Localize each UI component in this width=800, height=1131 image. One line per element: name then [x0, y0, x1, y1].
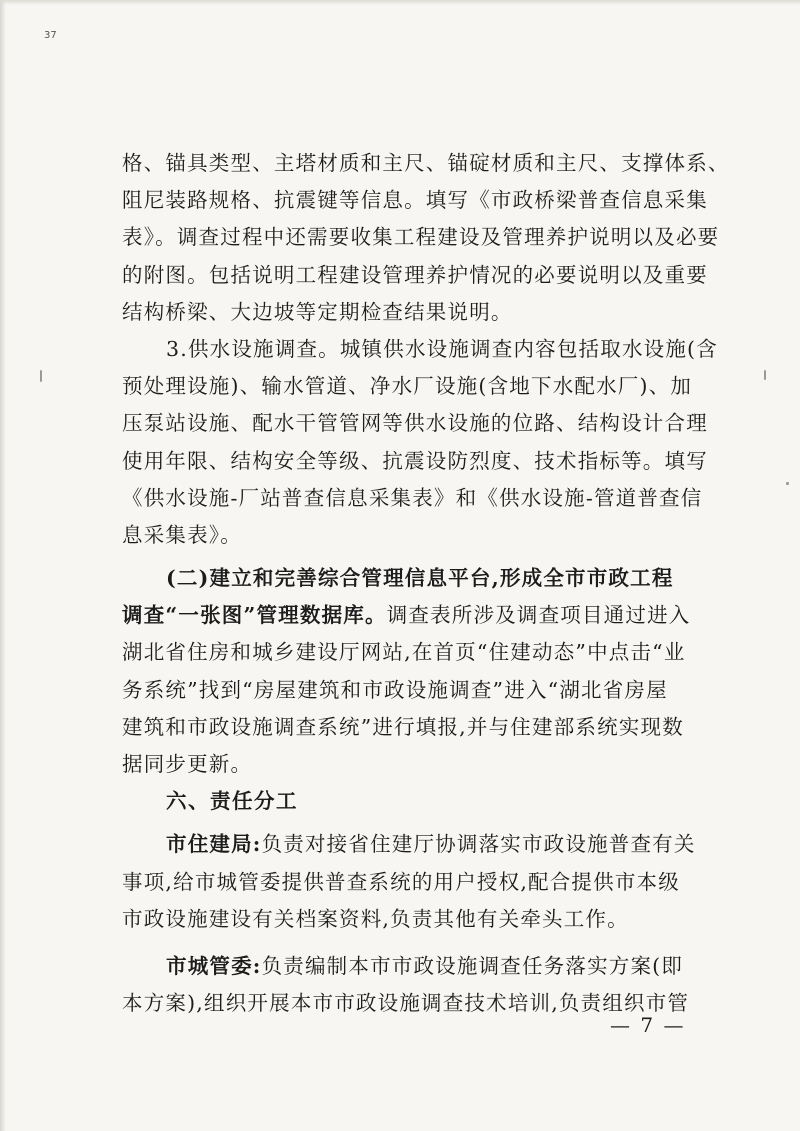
- bold-lead: 调查“一张图”管理数据库。: [122, 603, 387, 628]
- text-line: 3.供水设施调查。城镇供水设施调查内容包括取水设施(含: [166, 336, 718, 361]
- bold-lead: 市城管委:: [166, 953, 262, 978]
- text-line: 湖北省住房和城乡建设厅网站,在首页“住建动态”中点击“业: [122, 640, 686, 665]
- text-line: 压泵站设施、配水干管管网等供水设施的位路、结构设计合理: [122, 411, 708, 436]
- text-line: 事项,给市城管委提供普查系统的用户授权,配合提供市本级: [122, 869, 680, 894]
- text-line: 息采集表》。: [122, 522, 242, 547]
- text-line: [122, 597, 694, 634]
- paragraph-platform: [122, 560, 694, 783]
- text-line: 的附图。包括说明工程建设管理养护情况的必要说明以及重要: [122, 262, 708, 287]
- text-line: 表》。调查过程中还需要收集工程建设及管理养护说明以及必要: [122, 225, 720, 250]
- text-line: 市政设施建设有关档案资料,负责其他有关牵头工作。: [122, 906, 629, 931]
- scan-edge-left: [0, 0, 6, 1131]
- text-line: 本方案),组织开展本市市政设施调查技术培训,负责组织市管: [122, 991, 690, 1016]
- text-line: 预处理设施)、输水管道、净水厂设施(含地下水配水厂)、加: [122, 374, 693, 399]
- text-line: 《供水设施-厂站普查信息采集表》和《供水设施-管道普查信: [122, 485, 703, 510]
- text-line: 务系统”找到“房屋建筑和市政设施调查”进入“湖北省房屋: [122, 677, 668, 702]
- text-run: 负责编制本市市政设施调查任务落实方案(即: [261, 953, 684, 978]
- text-line: 格、锚具类型、主塔材质和主尺、锚碇材质和主尺、支撑体系、: [122, 151, 730, 175]
- text-run: 调查表所涉及调查项目通过进入: [386, 603, 691, 628]
- paragraph-bridge-info: [122, 145, 730, 331]
- section-heading: 六、责任分工: [166, 789, 298, 814]
- text-line: 据同步更新。: [122, 752, 253, 776]
- scan-edge-top: [0, 0, 800, 5]
- text-line: 使用年限、结构安全等级、抗震设防烈度、技术指标等。填写: [122, 448, 708, 473]
- body-text: [122, 145, 730, 1022]
- corner-mark: 37: [44, 30, 57, 41]
- paragraph-urban-management: [122, 948, 694, 1022]
- scan-speck: [40, 370, 42, 382]
- text-line: 结构桥梁、大边坡等定期检查结果说明。: [122, 299, 513, 324]
- bold-lead: 市住建局:: [166, 832, 262, 857]
- page-number: — 7 —: [610, 1013, 686, 1037]
- text-run: 负责对接省住建厅协调落实市政设施普查有关: [261, 832, 696, 857]
- paragraph-housing-bureau: [122, 826, 694, 938]
- bold-text-line: (二)建立和完善综合管理信息平台,形成全市市政工程: [166, 566, 674, 591]
- scan-speck: [786, 482, 789, 485]
- paragraph-water-supply: [122, 331, 718, 554]
- text-line: 建筑和市政设施调查系统”进行填报,并与住建部系统实现数: [122, 714, 684, 739]
- scan-speck: [764, 370, 766, 380]
- text-line: [122, 948, 694, 985]
- text-line: [122, 826, 694, 863]
- text-line: 阻尼装路规格、抗震键等信息。填写《市政桥梁普查信息采集: [122, 188, 708, 213]
